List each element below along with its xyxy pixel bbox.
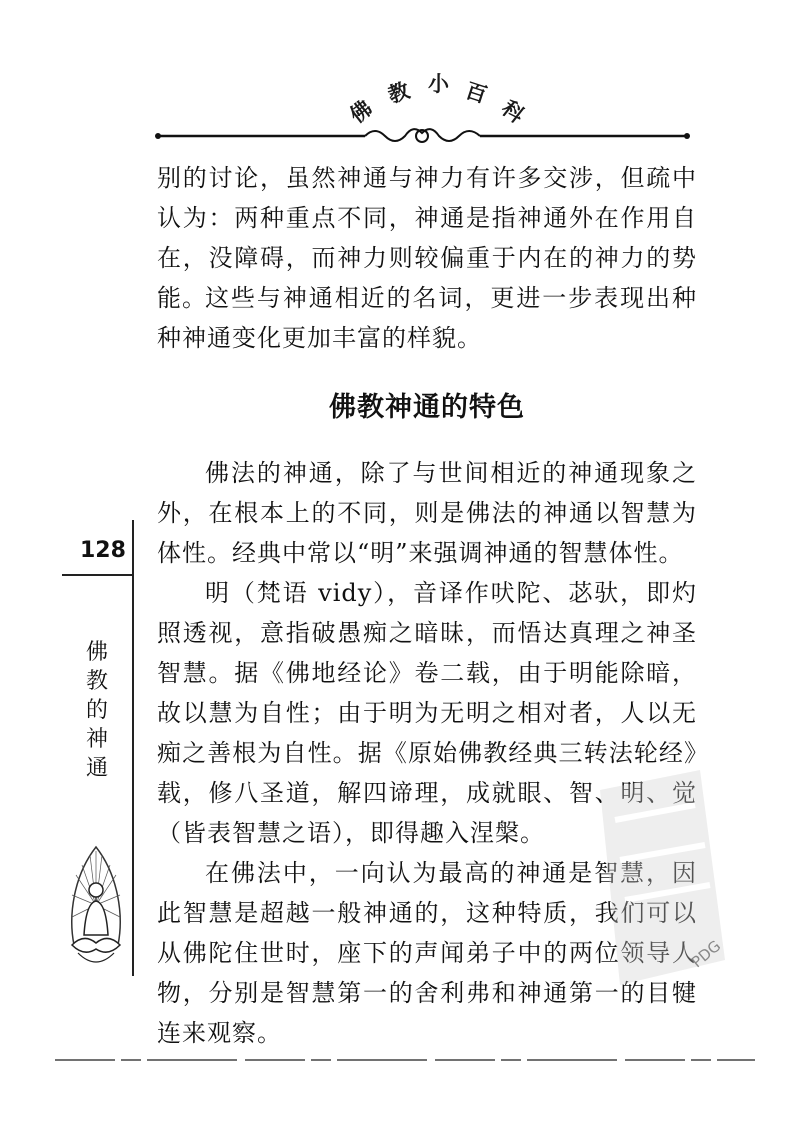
paragraph-3: 佛法的神通，除了与世间相近的神通现象之外，在根本上的不同，则是佛法的神通以智慧为体性。经典中常以“明”来强调神通的智慧体性。 (157, 459, 697, 567)
buddha-illustration-icon (64, 845, 128, 975)
side-title-char: 通 (85, 756, 108, 781)
header-ornament-rule (150, 124, 695, 148)
header-char: 佛 (345, 95, 377, 128)
side-title-char: 教 (85, 669, 108, 694)
vertical-chapter-title (82, 638, 112, 783)
header-char: 科 (497, 95, 529, 128)
header-char: 教 (385, 78, 413, 108)
section-title: 佛教神通的特色 (329, 392, 525, 423)
footer-rule (55, 1058, 755, 1062)
paragraph-4: 明（梵语 vidy），音译作吠陀、苾驮，即灼照透视，意指破愚痴之暗昧，而悟达真理之神圣智慧。据《佛地经论》卷二载，由于明能除暗，故以慧为自性；由于明为无明之相对者，人以无痴之善根为自性。据《原始佛教经典三转法轮经》载，修八圣道，解四谛理，成就眼、智、明、觉（皆表智慧之语），即得趣入涅槃。 (157, 579, 697, 847)
running-header-title (310, 62, 540, 128)
watermark-text: PDG (687, 936, 725, 972)
paragraph-2: 这些与神通相近的名词，更进一步表现出种种神通变化更加丰富的样貌。 (157, 284, 697, 352)
margin-rule (62, 574, 134, 576)
side-title-char: 佛 (85, 640, 108, 665)
header-char: 百 (462, 78, 490, 108)
side-title-char: 的 (85, 698, 108, 723)
side-title-char: 神 (85, 727, 108, 752)
margin-rule (132, 576, 134, 976)
paragraph-5: 在佛法中，一向认为最高的神通是智慧，因此智慧是超越一般神通的，这种特质，我们可以从佛陀住世时，座下的声闻弟子中的两位领导人物，分别是智慧第一的舍利弗和神通第一的目犍连来观察。 (157, 859, 697, 1047)
paragraph-1: 别的讨论，虽然神通与神力有许多交涉，但疏中认为：两种重点不同，神通是指神通外在作用自在，没障碍，而神力则较偏重于内在的神力的势能。 (157, 164, 697, 312)
margin-rule (132, 520, 134, 576)
header-char: 小 (428, 72, 449, 96)
page-number: 128 (80, 538, 126, 563)
